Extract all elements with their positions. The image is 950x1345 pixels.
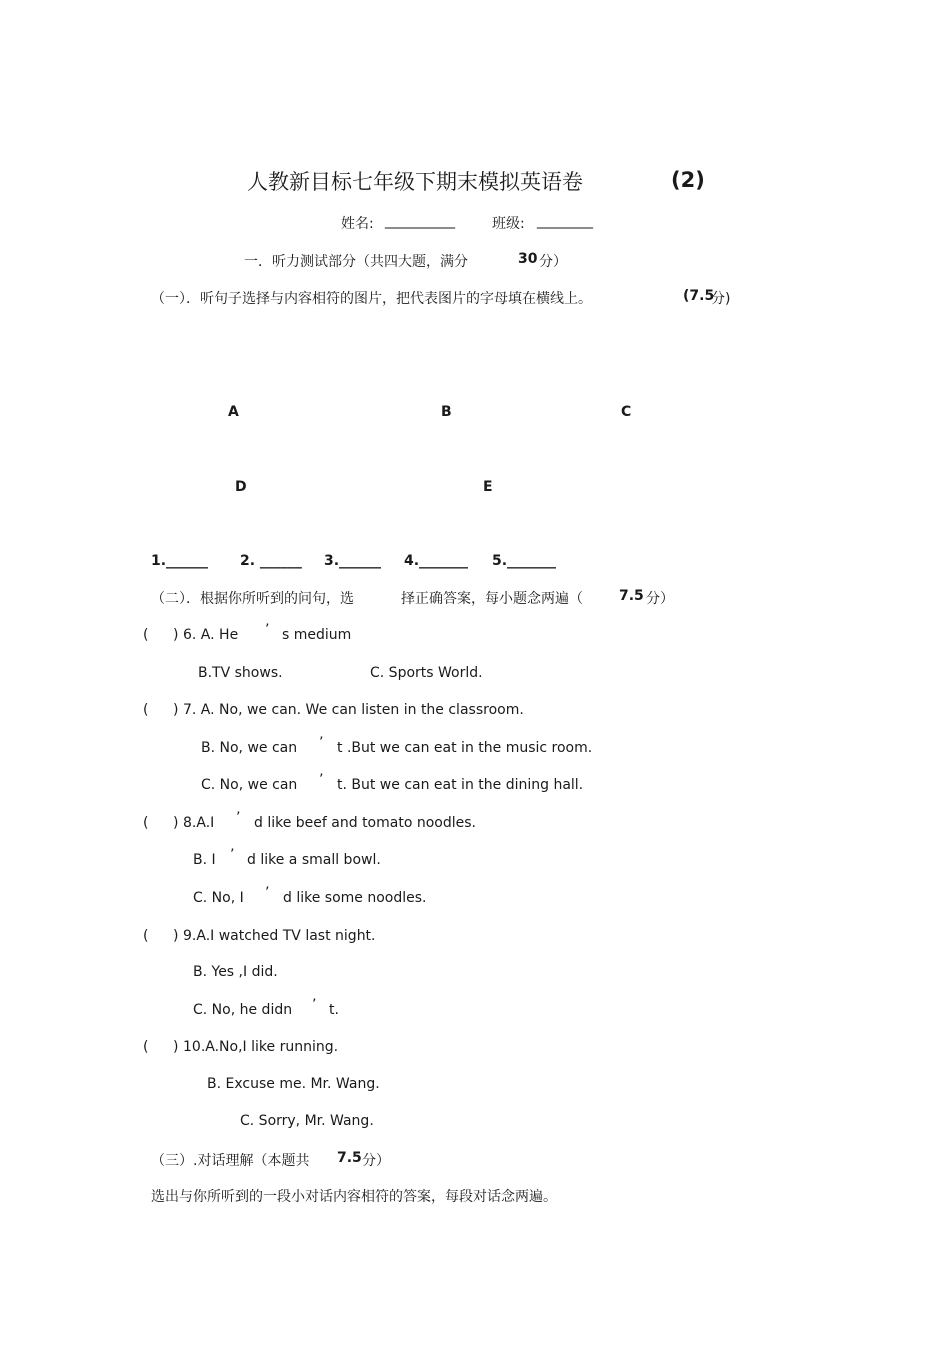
section3-score-unit: 分） — [362, 1153, 390, 1169]
class-label: 班级: — [492, 216, 525, 232]
answer-blank-2[interactable]: 2. ______ — [240, 553, 302, 569]
q8-option-c-apostrophe: ’ — [265, 885, 270, 901]
q7-option-b-part2: t .But we can eat in the music room. — [337, 740, 593, 756]
name-label: 姓名: — [341, 216, 374, 232]
q6-option-c: C. Sports World. — [370, 665, 483, 681]
q8-option-a-part1: 8.A.I — [183, 815, 215, 831]
picture-label-c: C — [621, 404, 632, 420]
class-blank: ________ — [537, 213, 593, 229]
q6-apostrophe: ’ — [265, 622, 270, 638]
q8-option-b-apostrophe: ’ — [230, 847, 235, 863]
section1-score-unit: 分) — [711, 291, 731, 307]
q7-option-c-part2: t. But we can eat in the dining hall. — [337, 777, 584, 793]
q9-option-b: B. Yes ,I did. — [193, 964, 278, 980]
q10-option-a: 10.A.No,I like running. — [183, 1039, 339, 1055]
q9-option-c-part2: t. — [329, 1002, 339, 1018]
q10-paren-close: ) — [173, 1039, 179, 1055]
picture-label-d: D — [235, 479, 247, 495]
q9-option-c-apostrophe: ’ — [312, 997, 317, 1013]
q6-paren-open: ( — [143, 627, 149, 643]
q7-option-a: 7. A. No, we can. We can listen in the classroom. — [183, 702, 524, 718]
answer-blank-3[interactable]: 3.______ — [324, 553, 382, 569]
q9-paren-open: ( — [143, 928, 149, 944]
q7-option-b-part1: B. No, we can — [201, 740, 298, 756]
q6-option-b: B.TV shows. — [198, 665, 283, 681]
part1-score: 30 — [518, 251, 538, 267]
q9-option-a: 9.A.I watched TV last night. — [183, 928, 376, 944]
picture-label-a: A — [228, 404, 239, 420]
section3-score: 7.5 — [337, 1150, 362, 1166]
q7-option-b-apostrophe: ’ — [319, 735, 324, 751]
q8-option-b-part1: B. I — [193, 852, 216, 868]
name-blank: __________ — [385, 213, 455, 229]
picture-label-b: B — [441, 404, 452, 420]
q6-paren-close: ) — [173, 627, 179, 643]
exam-title-number: (2) — [671, 168, 705, 192]
q8-paren-close: ) — [173, 815, 179, 831]
section1-heading: （一）．听句子选择与内容相符的图片，把代表图片的字母填在横线上。 — [151, 291, 592, 307]
q8-option-b-part2: d like a small bowl. — [247, 852, 381, 868]
q8-option-a-apostrophe: ’ — [236, 810, 241, 826]
section3-instruction: 选出与你所听到的一段小对话内容相符的答案，每段对话念两遍。 — [151, 1189, 557, 1205]
q10-option-c: C. Sorry, Mr. Wang. — [240, 1113, 374, 1129]
section3-heading-b: .对话理解（本题共 — [193, 1153, 310, 1169]
section2-heading-a: （二）．根据你所听到的问句，选 — [151, 591, 354, 607]
answer-blank-5[interactable]: 5._______ — [492, 553, 557, 569]
part1-heading: 一．听力测试部分（共四大题，满分 — [244, 254, 468, 270]
section2-score: 7.5 — [619, 588, 644, 604]
q6-option-a-part1: 6. A. He — [183, 627, 239, 643]
q9-option-c-part1: C. No, he didn — [193, 1002, 293, 1018]
q10-paren-open: ( — [143, 1039, 149, 1055]
answer-blank-1[interactable]: 1.______ — [151, 553, 209, 569]
q7-paren-open: ( — [143, 702, 149, 718]
section2-heading-b: 择正确答案，每小题念两遍（ — [401, 591, 583, 607]
q10-option-b: B. Excuse me. Mr. Wang. — [207, 1076, 380, 1092]
section2-score-unit: 分） — [646, 591, 674, 607]
q8-option-c-part2: d like some noodles. — [283, 890, 427, 906]
picture-label-e: E — [483, 479, 493, 495]
q7-paren-close: ) — [173, 702, 179, 718]
q8-paren-open: ( — [143, 815, 149, 831]
section3-heading: （三） — [151, 1153, 193, 1169]
exam-title: 人教新目标七年级下期末模拟英语卷 — [247, 170, 583, 194]
part1-unit: 分） — [539, 254, 567, 270]
q6-option-a-part2: s medium — [282, 627, 352, 643]
section1-score: (7.5 — [683, 288, 715, 304]
q8-option-c-part1: C. No, I — [193, 890, 244, 906]
answer-blank-4[interactable]: 4._______ — [404, 553, 469, 569]
q9-paren-close: ) — [173, 928, 179, 944]
q7-option-c-apostrophe: ’ — [319, 772, 324, 788]
q8-option-a-part2: d like beef and tomato noodles. — [254, 815, 476, 831]
q7-option-c-part1: C. No, we can — [201, 777, 298, 793]
